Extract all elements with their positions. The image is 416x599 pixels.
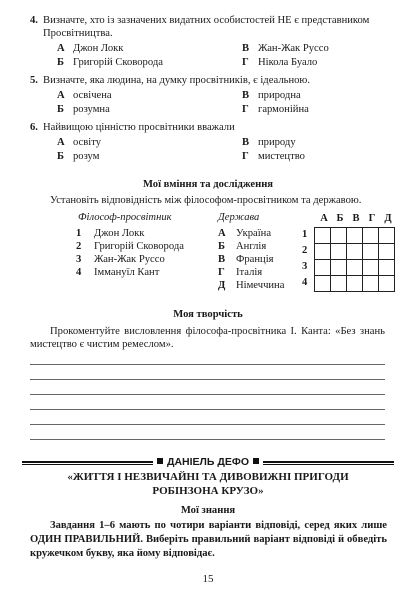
workbook-page: 4. Визначте, хто із зазначених видатних особистостей НЕ є представником Просвітництва. А Джон Локк В Жан-Жак Руссо Б Григорій Сковорода Г Нікола Буало 5. Визначте, яка людина, на думку просвітників, є ідеальною. А освічена В природна Б розумна Г гармонійна 6. Найвищою цінністю просвітники вважали А освіту В природу Б розум Г мистецтво Мої вміння та дослідження Установіть відповідність між філософом-просвітником та державою. Філософ-просвітник Держава 1 Джон Локк 2 Григорій Сковорода 3 Жан-Жак Руссо 4 Іммануїл Кант А Україна Б Англія В Франція Г Італія Д Німеччина А Б В Г Д 1 2 3 4 Моя творчість Прокоментуйте висловлення філософа-просвітника І. Канта: «Без знань мистецтво є чистим ремеслом». ДАНІЕЛЬ ДЕФО «ЖИТТЯ І НЕЗВИЧАЙНІ ТА ДИВОВИЖНІ ПРИГОДИ РОБІНЗОНА КРУЗО» Мої знання Завдання 1–6 мають по чотири варіанти відповіді, серед яких лише ОДИН ПРАВИЛЬНИЙ. Виберіть правильний варіант відповіді й обведіть кружечком букву, яка йому відповідає. 15 — [0, 0, 416, 599]
option-v[interactable]: В природу — [242, 137, 296, 148]
answer-cell[interactable] — [347, 228, 363, 244]
option-a[interactable]: А освіту — [57, 137, 101, 148]
option-b[interactable]: Б Григорій Сковорода — [57, 56, 163, 68]
work-title-line: «ЖИТТЯ І НЕЗВИЧАЙНІ ТА ДИВОВИЖНІ ПРИГОДИ — [67, 471, 349, 483]
square-bullet-icon — [157, 458, 163, 464]
work-title — [0, 470, 416, 499]
task-instruction: Завдання 1–6 мають по чотири варіанти відповіді, серед яких лише ОДИН ПРАВИЛЬНИЙ. Виберіть правильний варіант відповіді й обведіть кружечком букву, яка йому відповідає. — [30, 520, 387, 559]
answer-cell[interactable] — [347, 260, 363, 276]
skills-heading: Мої вміння та дослідження — [142, 179, 274, 190]
answer-cell[interactable] — [363, 244, 379, 260]
state-item: Г Італія — [218, 267, 263, 278]
option-g[interactable]: Г Нікола Буало — [242, 56, 318, 68]
question-number: 5. — [30, 75, 38, 86]
knowledge-heading: Мої знання — [180, 505, 236, 516]
answer-cell[interactable] — [331, 228, 347, 244]
creativity-prompt: Прокоментуйте висловлення філософа-просвітника І. Канта: «Без знань мистецтво є чистим ремеслом». — [30, 326, 385, 351]
question-6 — [30, 121, 395, 134]
option-a[interactable]: А Джон Локк — [57, 43, 124, 54]
answer-cell[interactable] — [331, 276, 347, 292]
answer-cell[interactable] — [315, 228, 331, 244]
option-v[interactable]: В природна — [242, 90, 301, 101]
question-4 — [30, 14, 395, 40]
answer-cell[interactable] — [315, 260, 331, 276]
philosopher-item: 4 Іммануїл Кант — [76, 267, 160, 278]
question-5-options — [57, 89, 387, 116]
option-a[interactable]: А освічена — [57, 90, 112, 101]
page-number: 15 — [202, 573, 214, 585]
option-g[interactable]: Г мистецтво — [242, 150, 305, 162]
answer-cell[interactable] — [331, 244, 347, 260]
state-item: Д Німеччина — [218, 280, 285, 291]
answer-cell[interactable] — [331, 260, 347, 276]
skills-instruction: Установіть відповідність між філософом-просвітником та державою. — [50, 195, 362, 206]
answer-cell[interactable] — [347, 276, 363, 292]
philosophers-column-heading: Філософ-просвітник — [78, 212, 172, 223]
state-item: Б Англія — [218, 241, 267, 252]
philosopher-item: 1 Джон Локк — [76, 228, 145, 239]
philosopher-item: 3 Жан-Жак Руссо — [76, 254, 165, 265]
author-name: ДАНІЕЛЬ ДЕФО — [166, 456, 249, 468]
answer-cell[interactable] — [379, 228, 395, 244]
square-bullet-icon — [253, 458, 259, 464]
writing-line[interactable] — [30, 409, 385, 410]
writing-line[interactable] — [30, 424, 385, 425]
answer-cell[interactable] — [363, 228, 379, 244]
writing-line[interactable] — [30, 394, 385, 395]
answer-cell[interactable] — [379, 260, 395, 276]
question-4-options — [57, 42, 387, 69]
writing-line[interactable] — [30, 364, 385, 365]
question-text: Визначте, яка людина, на думку просвітників, є ідеальною. — [43, 75, 310, 86]
states-column-heading: Держава — [218, 212, 260, 223]
answer-cell[interactable] — [315, 276, 331, 292]
creativity-heading: Моя творчість — [173, 309, 243, 320]
question-5 — [30, 74, 395, 87]
writing-line[interactable] — [30, 439, 385, 440]
work-title-line: РОБІНЗОНА КРУЗО» — [152, 485, 264, 498]
answer-grid — [314, 227, 395, 292]
question-text: Визначте, хто із зазначених видатних особистостей НЕ є представником Просвітництва. — [43, 15, 370, 40]
option-g[interactable]: Г гармонійна — [242, 103, 309, 115]
state-item: А Україна — [218, 228, 272, 239]
option-b[interactable]: Б розумна — [57, 103, 110, 115]
answer-cell[interactable] — [379, 244, 395, 260]
option-b[interactable]: Б розум — [57, 150, 100, 162]
question-6-options — [57, 136, 387, 163]
state-item: В Франція — [218, 254, 274, 265]
answer-cell[interactable] — [347, 244, 363, 260]
writing-line[interactable] — [30, 379, 385, 380]
answer-cell[interactable] — [363, 276, 379, 292]
option-v[interactable]: В Жан-Жак Руссо — [242, 43, 329, 54]
question-number: 6. — [30, 122, 38, 133]
philosopher-item: 2 Григорій Сковорода — [76, 241, 184, 252]
question-text: Найвищою цінністю просвітники вважали — [43, 122, 235, 133]
answer-cell[interactable] — [315, 244, 331, 260]
question-number: 4. — [30, 15, 38, 26]
author-banner — [0, 456, 416, 469]
answer-cell[interactable] — [363, 260, 379, 276]
answer-cell[interactable] — [379, 276, 395, 292]
